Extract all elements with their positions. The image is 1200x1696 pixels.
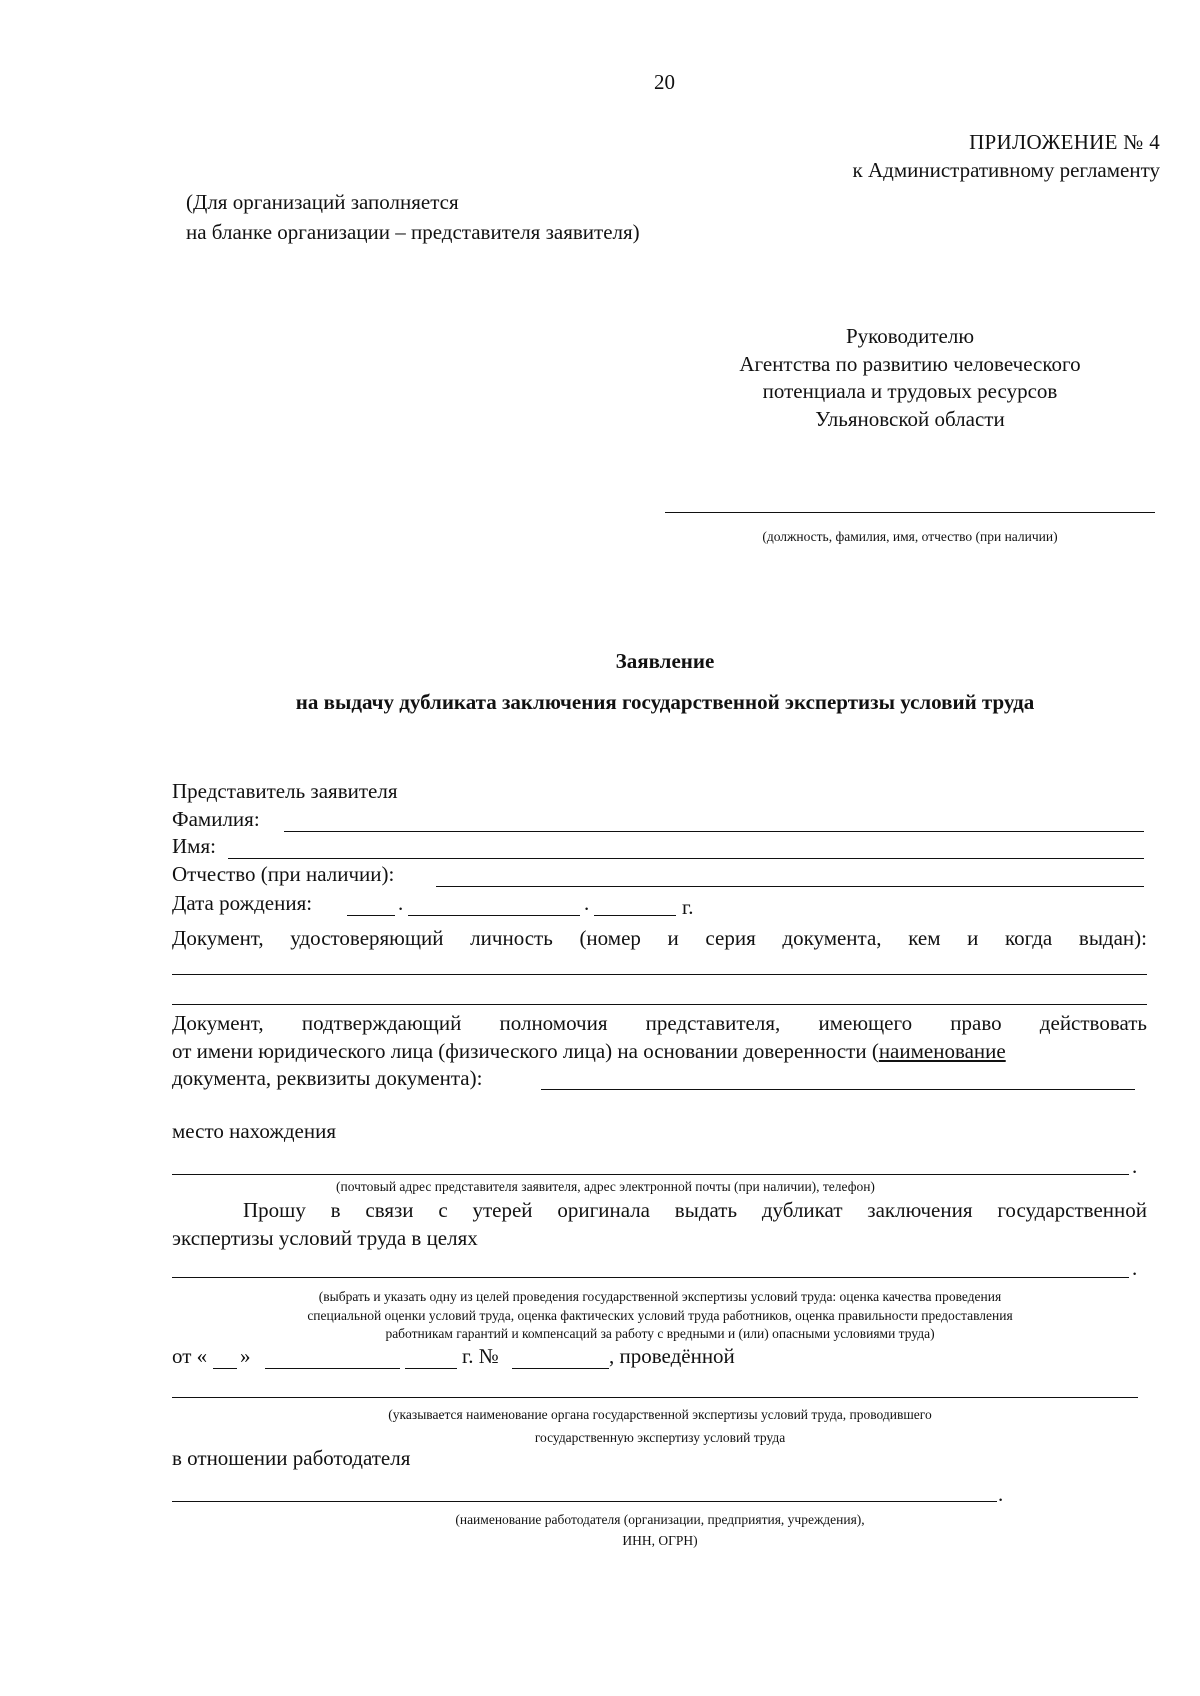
employer-label: в отношении работодателя xyxy=(172,1446,411,1470)
patronymic-field[interactable] xyxy=(436,886,1144,887)
authority-document-field[interactable] xyxy=(541,1089,1135,1090)
birth-day-field[interactable] xyxy=(347,915,395,916)
employer-caption-2: ИНН, ОГРН) xyxy=(622,1533,698,1548)
number-label: г. № xyxy=(462,1344,499,1368)
note-line-2: на бланке организации – представителя заявителя) xyxy=(186,220,640,244)
conclusion-number-field[interactable] xyxy=(512,1368,609,1369)
authority-line-2-underlined: наименование xyxy=(878,1039,1006,1063)
birth-date-label: Дата рождения: xyxy=(172,891,313,915)
authority-line-2 xyxy=(172,1041,1006,1062)
date-year-field[interactable] xyxy=(405,1368,457,1369)
addressee-line-2: Агентства по развитию человеческого xyxy=(739,352,1081,376)
expertise-body-caption-1: (указывается наименование органа государственной экспертизы условий труда, проводившего xyxy=(388,1407,932,1422)
representative-heading: Представитель заявителя xyxy=(172,779,398,803)
surname-field[interactable] xyxy=(284,831,1144,832)
birth-year-suffix: г. xyxy=(682,895,694,919)
purpose-caption-2: специальной оценки условий труда, оценка фактических условий труда работников, оценка правильности предоставления xyxy=(307,1308,1013,1323)
date-prefix: от « xyxy=(172,1344,208,1368)
location-field[interactable] xyxy=(172,1174,1129,1175)
id-document-field-1[interactable] xyxy=(172,974,1147,975)
note-line-1: (Для организаций заполняется xyxy=(186,190,459,214)
document-title: Заявление xyxy=(615,649,715,673)
id-document-label: Документ, удостоверяющий личность (номер и серия документа, кем и когда выдан): xyxy=(172,926,1147,950)
employer-field[interactable] xyxy=(172,1501,997,1502)
employer-caption-1: (наименование работодателя (организации, предприятия, учреждения), xyxy=(455,1512,865,1527)
location-field-period: . xyxy=(1132,1154,1138,1178)
addressee-signature-line[interactable] xyxy=(665,512,1155,513)
purpose-field-period: . xyxy=(1132,1256,1138,1280)
patronymic-label: Отчество (при наличии): xyxy=(172,862,395,886)
id-document-field-2[interactable] xyxy=(172,1004,1147,1005)
name-field[interactable] xyxy=(228,858,1144,859)
authority-line-2-text: от имени юридического лица (физического лица) на основании доверенности ( xyxy=(172,1039,879,1063)
expertise-body-field[interactable] xyxy=(172,1397,1138,1398)
employer-field-period: . xyxy=(998,1482,1004,1506)
birth-year-field[interactable] xyxy=(594,915,676,916)
expertise-body-caption-2: государственную экспертизу условий труда xyxy=(534,1430,786,1445)
addressee-caption: (должность, фамилия, имя, отчество (при наличии) xyxy=(762,529,1058,544)
name-label: Имя: xyxy=(172,834,216,858)
purpose-caption-3: работникам гарантий и компенсаций за работу с вредными и (или) опасными условиями труда) xyxy=(385,1326,935,1341)
request-line-1: Прошу в связи с утерей оригинала выдать дубликат заключения государственной xyxy=(243,1198,1147,1222)
location-caption: (почтовый адрес представителя заявителя, адрес электронной почты (при наличии), телефон) xyxy=(336,1179,875,1194)
birth-date-separator-1: . xyxy=(398,891,404,915)
addressee-line-1: Руководителю xyxy=(845,324,975,348)
date-quote-close: » xyxy=(240,1344,251,1368)
surname-label: Фамилия: xyxy=(172,807,260,831)
purpose-caption-1: (выбрать и указать одну из целей проведения государственной экспертизы условий труда: оценка качества проведения xyxy=(318,1289,1002,1304)
authority-line-1: Документ, подтверждающий полномочия представителя, имеющего право действовать xyxy=(172,1011,1147,1035)
purpose-field[interactable] xyxy=(172,1277,1129,1278)
birth-month-field[interactable] xyxy=(408,915,580,916)
request-line-2: экспертизы условий труда в целях xyxy=(172,1226,478,1250)
appendix-subheading: к Административному регламенту xyxy=(852,158,1160,182)
document-subtitle: на выдачу дубликата заключения государственной экспертизы условий труда xyxy=(295,690,1035,714)
authority-line-3: документа, реквизиты документа): xyxy=(172,1066,483,1090)
date-day-field[interactable] xyxy=(213,1368,237,1369)
page-number: 20 xyxy=(654,70,675,94)
conducted-label: , проведённой xyxy=(609,1344,735,1368)
location-label: место нахождения xyxy=(172,1119,336,1143)
birth-date-separator-2: . xyxy=(584,891,590,915)
date-month-field[interactable] xyxy=(265,1368,400,1369)
addressee-line-3: потенциала и трудовых ресурсов xyxy=(762,379,1058,403)
addressee-line-4: Ульяновской области xyxy=(815,407,1005,431)
appendix-heading: ПРИЛОЖЕНИЕ № 4 xyxy=(969,130,1160,154)
